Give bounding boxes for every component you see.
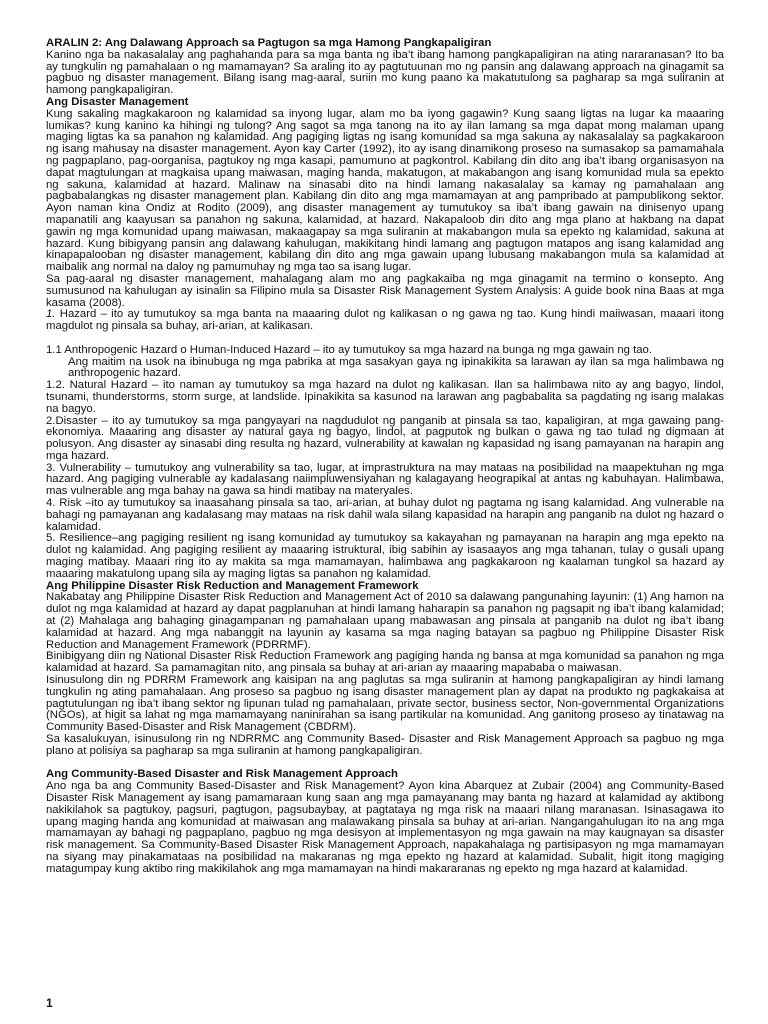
pdrrm-paragraph-1: Nakabatay ang Philippine Disaster Risk Reduction and Management Act of 2010 sa dalawang pangunahing layunin: (1) Ang hamon na dulot ng mga kalamidad at hazard ay dapat pagplanuhan at hindi lamang haharapin sa panahon ng pagsapit ng iba’t ibang kalamidad; at (2) Mahalaga ang bahaging ginagampanan ng pamahalaan upang mabawasan ang pinsala at panganib na dulot ng iba’t ibang kalamidad at hazard. Ang mga nabanggit na layunin ay kasama sa mga naging batayan sa pagbuo ng Philippine Disaster Risk Reduction and Management Framework (PDRRMF). [46,591,724,651]
natural-hazard-definition: 1.2. Natural Hazard – ito naman ay tumutukoy sa mga hazard na dulot ng kalikasan. Ilan sa halimbawa nito ay ang bagyo, lindol, tsunami, thunderstorms, storm surge, at landslide. Ipinakikita sa kasunod na larawan ang pagbabalita sa pagdating ng isang malakas na bagyo. [46,379,724,415]
section-heading-disaster-management: Ang Disaster Management [46,95,189,108]
document-body [46,38,724,876]
disaster-management-paragraph: Kung sakaling magkakaroon ng kalamidad sa inyong lugar, alam mo ba iyong gagawin? Kung saang ligtas na lugar ka maaaring lumikas? kung kanino ka hihingi ng tulong? Ang sagot sa mga tanong na ito ay ilan lamang sa mga dapat mong malaman upang maging ligtas ka sa panahon ng kalamidad. Ang pagiging ligtas ng isang komunidad sa mga sakuna ay nakasalalay sa pagkakaroon ng isang mahusay na disaster management. Ayon kay Carter (1992), ito ay isang dinamikong proseso na sumasakop sa pamamahala ng pagpaplano, pag-oorganisa, pagtukoy ng mga kasapi, pamumuno at pagkontrol. Kabilang din dito ang iba’t ibang organisasyon na dapat magtulungan at magkaisa upang maiwasan, maging handa, makatugon, at makabangon ang isang komunidad mula sa epekto ng sakuna, kalamidad at hazard. Malinaw na sinasabi dito na hindi lamang nakasalalay sa kamay ng pamahalaan ang pagbabalangkas ng disaster management plan. Kabilang din dito ang mga mamamayan at ang pampribado at pampublikong sektor. Ayon naman kina Ondiz at Rodito (2009), ang disaster management ay tumutukoy sa iba’t ibang gawain na dinisenyo upang mapanatili ang kaayusan sa panahon ng sakuna, kalamidad, at hazard. Nakapaloob din dito ang mga plano at hakbang na dapat gawin ng mga komunidad upang maiwasan, makaagapay sa mga suliranin at makabangon mula sa epekto ng kalamidad, sakuna at hazard. Kung bibigyang pansin ang dalawang kahulugan, makikitang hindi lamang ang pagtugon matapos ang isang kalamidad ang kinapapalooban ng disaster management, kabilang din dito ang mga gawain upang lubusang makabangon mula sa kalamidad at maibalik ang normal na daloy ng pamumuhay ng mga tao sa isang lugar. [46,107,724,274]
hazard-text: Hazard – ito ay tumutukoy sa mga banta na maaaring dulot ng kalikasan o ng gawa ng tao. Kung hindi maiiwasan, maaari itong magdulot ng pinsala sa buhay, ari-arian, at kalikasan. [46,308,724,333]
section-heading-pdrrm-framework: Ang Philippine Disaster Risk Reduction and Management Framework [46,579,419,592]
risk-definition: 4. Risk –ito ay tumutukoy sa inaasahang pinsala sa tao, ari-arian, at buhay dulot ng pagtama ng isang kalamidad. Ang vulnerable na bahagi ng pamayanan ang kadalasang may mataas na risk dahil wala silang kapasidad na harapin ang panganib na dulot ng hazard o kalamidad. [46,497,724,533]
terms-intro-paragraph: Sa pag-aaral ng disaster management, mahalagang alam mo ang pagkakaiba ng mga ginagamit na termino o konsepto. Ang sumusunod na kahulugan ay isinalin sa Filipino mula sa Disaster Risk Management System Analysis: A guide book nina Baas at mga kasama (2008). [46,272,724,309]
anthropogenic-hazard-continuation: Ang maitim na usok na ibinubuga ng mga pabrika at mga sasakyan gaya ng ipinakikita sa larawan ay ilan sa mga halimbawa ng anthropogenic hazard. [68,355,724,380]
intro-paragraph: Kanino nga ba nakasalalay ang paghahanda para sa mga banta ng iba’t ibang hamong pangkapaligiran na ating nararanasan? Ito ba ay tungkulin ng pamahalaan o ng mamamayan? Sa araling ito ay pagtutuunan mo ng pansin ang dalawang approach na ginagamit sa pagbuo ng disaster management. Bilang isang mag-aaral, suriin mo kung paano ka makatutulong sa pagharap sa mga suliranin at hamong pangkapaligiran. [46,48,724,97]
lesson-title: ARALIN 2: Ang Dalawang Approach sa Pagtugon sa mga Hamong Pangkapaligiran [46,37,492,49]
pdrrm-paragraph-3: Isinusulong din ng PDRRM Framework ang kaisipan na ang paglutas sa mga suliranin at hamong pangkapaligiran ay hindi lamang tungkulin ng ating pamahalaan. Ang proseso sa pagbuo ng isang disaster management plan ay dapat na produkto ng pagkakaisa at pagtutulungan ng iba’t ibang sektor ng lipunan tulad ng pamahalaan, private sector, business sector, Non-governmental Organizations (NGOs), at higit sa lahat ng mga mamamayang naninirahan sa isang partikular na komunidad. Ang ganitong proseso ay tinatawag na Community Based-Disaster and Risk Management (CBDRM). [46,674,724,734]
hazard-definition [46,309,724,333]
anthropogenic-hazard-first-line: 1.1 Anthropogenic Hazard o Human-Induced Hazard – ito ay tumutukoy sa mga hazard na bunga ng mga gawain ng tao. [46,343,653,356]
spacer [46,333,724,345]
pdrrm-paragraph-2: Binibigyang diin ng National Disaster Risk Reduction Framework ang pagiging handa ng bansa at mga komunidad sa panahon ng mga kalamidad at hazard. Sa pamamagitan nito, ang pinsala sa buhay at ari-arian ay maaaring mapababa o maiwasan. [46,650,724,675]
hazard-number: 1. [46,308,56,321]
disaster-definition: 2.Disaster – ito ay tumutukoy sa mga pangyayari na nagdudulot ng panganib at pinsala sa tao, kapaligiran, at mga gawaing pang-ekonomiya. Maaaring ang disaster ay natural gaya ng bagyo, lindol, at pagputok ng bulkan o gawa ng tao tulad ng digmaan at polusyon. Ang disaster ay sinasabi ding resulta ng hazard, vulnerability at kawalan ng kapasidad ng isang pamayanan na harapin ang mga hazard. [46,414,724,462]
resilience-definition: 5. Resilience–ang pagiging resilient ng isang komunidad ay tumutukoy sa kakayahan ng pamayanan na harapin ang mga epekto na dulot ng kalamidad. Ang pagiging resilient ay maaaring istruktural, ibig sabihin ay isasaayos ang mga tahanan, tulay o gusali upang maging matibay. Maaari ring ito ay makita sa mga mamamayan, halimbawa ang pagkakaroon ng kaalaman tungkol sa hazard ay maaaring makatulong upang sila ay maging ligtas sa panahon ng kalamidad. [46,532,724,580]
pdrrm-paragraph-4: Sa kasalukuyan, isinusulong rin ng NDRRMC ang Community Based- Disaster and Risk Management Approach sa pagbuo ng mga plano at polisiya sa pagharap sa mga suliranin at hamong pangkapaligiran. [46,733,724,757]
page-number: 1 [46,996,53,1010]
section-heading-cbdrm: Ang Community-Based Disaster and Risk Management Approach [46,768,398,781]
vulnerability-definition: 3. Vulnerability – tumutukoy ang vulnerability sa tao, lugar, at imprastruktura na may mataas na posibilidad na maapektuhan ng mga hazard. Ang pagiging vulnerable ay kadalasang naiimpluwensiyahan ng kalagayang heograpikal at antas ng kabuhayan. Halimbawa, mas vulnerable ang mga bahay na gawa sa hindi matibay na materyales. [46,461,724,498]
cbdrm-paragraph: Ano nga ba ang Community Based-Disaster and Risk Management? Ayon kina Abarquez at Zubair (2004) ang Community-Based Disaster Risk Management ay isang pamamaraan kung saan ang mga pamayanang may banta ng hazard at kalamidad ay aktibong nakikilahok sa pagtukoy, pagsuri, pagtugon, pagsubaybay, at pagtataya ng mga risk na maaari nilang maranasan. Isinasagawa ito upang maging handa ang komunidad at maiwasan ang malawakang pinsala sa buhay at ari-arian. Nangangahulugan ito na ang mga mamamayan ay bahagi ng pagpaplano, pagbuo ng mga desisyon at implementasyon ng mga gawain na may kaugnayan sa disaster risk management. Sa Community-Based Disaster Risk Management Approach, napakahalaga ng partisipasyon ng mga mamamayan na siyang may pinakamataas na posibilidad na makaranas ng mga epekto ng hazard at kalamidad. Subalit, higit itong magiging matagumpay kung aktibo ring makikilahok ang mga mamamayan na hindi makararanas ng epekto ng mga hazard at kalamidad. [46,780,724,875]
